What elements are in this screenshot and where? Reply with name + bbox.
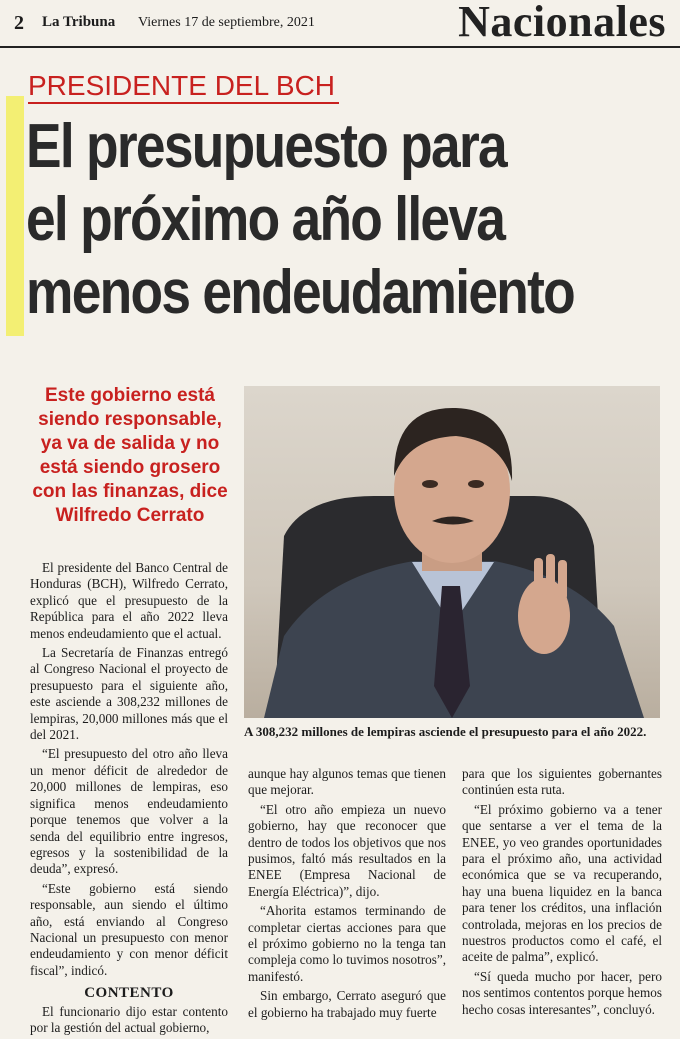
headline-line: menos endeudamiento (26, 258, 575, 327)
paragraph: “Sí queda mucho por hacer, pero nos sentimos contentos porque hemos hecho cosas interesantes”, concluyó. (462, 968, 662, 1017)
paragraph: para que los siguientes gobernantes continúen esta ruta. (462, 766, 662, 798)
deck: Este gobierno está siendo responsable, ya va de salida y no está siendo grosero con las finanzas, dice Wilfredo Cerrato (32, 385, 228, 526)
highlighter-mark (6, 96, 24, 336)
page-number: 2 (14, 12, 24, 34)
paragraph: “El presupuesto del otro año lleva un menor déficit de alrededor de 20,000 millones de lempiras, eso significa menos endeudamiento porque tenemos que volver a la senda del equilibrio entre ingresos, egresos y la sostenibilidad de la deuda”, expresó. (30, 746, 228, 877)
paragraph: El presidente del Banco Central de Honduras (BCH), Wilfredo Cerrato, explicó que el presupuesto de la República para el año 2022 lleva menos endeudamiento que el actual. (30, 560, 228, 641)
paragraph: aunque hay algunos temas que tienen que mejorar. (248, 766, 446, 798)
section-title: Nacionales (458, 0, 666, 46)
subhead: CONTENTO (84, 985, 174, 1002)
photo-caption: A 308,232 millones de lempiras asciende el presupuesto para el año 2022. (244, 724, 647, 739)
headline-line: el próximo año lleva (26, 185, 505, 254)
article-column-2 (248, 766, 446, 1024)
article-column-1 (30, 560, 228, 1039)
masthead (0, 0, 680, 48)
paragraph: “El próximo gobierno va a tener que sentarse a ver el tema de la ENEE, yo veo grandes oportunidades para el próximo año, una actividad económica que se va recuperando, hay una buena liquidez en la banca para tener los créditos, una inflación controlada, mejoras en los precios de nuestros productos como el café, el aceite de palma”, explicó. (462, 801, 662, 965)
portrait-photo (244, 386, 660, 718)
paragraph: Sin embargo, Cerrato aseguró que el gobierno ha trabajado muy fuerte (248, 988, 446, 1020)
paragraph: “Este gobierno está siendo responsable, aun siendo el último año, está enviando al Congreso Nacional un presupuesto con menor endeudamiento y con menor déficit fiscal”, indicó. (30, 880, 228, 978)
paragraph: “El otro año empieza un nuevo gobierno, hay que reconocer que dentro de todos los objetivos que nos pusimos, faltó más resultados en la ENEE (Empresa Nacional de Energía Eléctrica)”, dijo. (248, 801, 446, 899)
paper-name: La Tribuna (42, 14, 116, 30)
article-column-3 (462, 766, 662, 1021)
headline (26, 110, 576, 329)
paragraph: La Secretaría de Finanzas entregó al Congreso Nacional el proyecto de presupuesto para el siguiente año, este asciende a 308,232 millones de lempiras, 20,000 millones más que el del 2021. (30, 645, 228, 743)
issue-date: Viernes 17 de septiembre, 2021 (138, 15, 315, 30)
portrait-illustration (244, 386, 660, 718)
kicker: PRESIDENTE DEL BCH (28, 70, 339, 104)
paragraph: “Ahorita estamos terminando de completar ciertas acciones para que el próximo gobierno no la tenga tan compleja como lo tuvimos nosotros”, manifestó. (248, 903, 446, 984)
paragraph: El funcionario dijo estar contento por la gestión del actual gobierno, (30, 1003, 228, 1035)
headline-line: El presupuesto para (26, 112, 506, 181)
